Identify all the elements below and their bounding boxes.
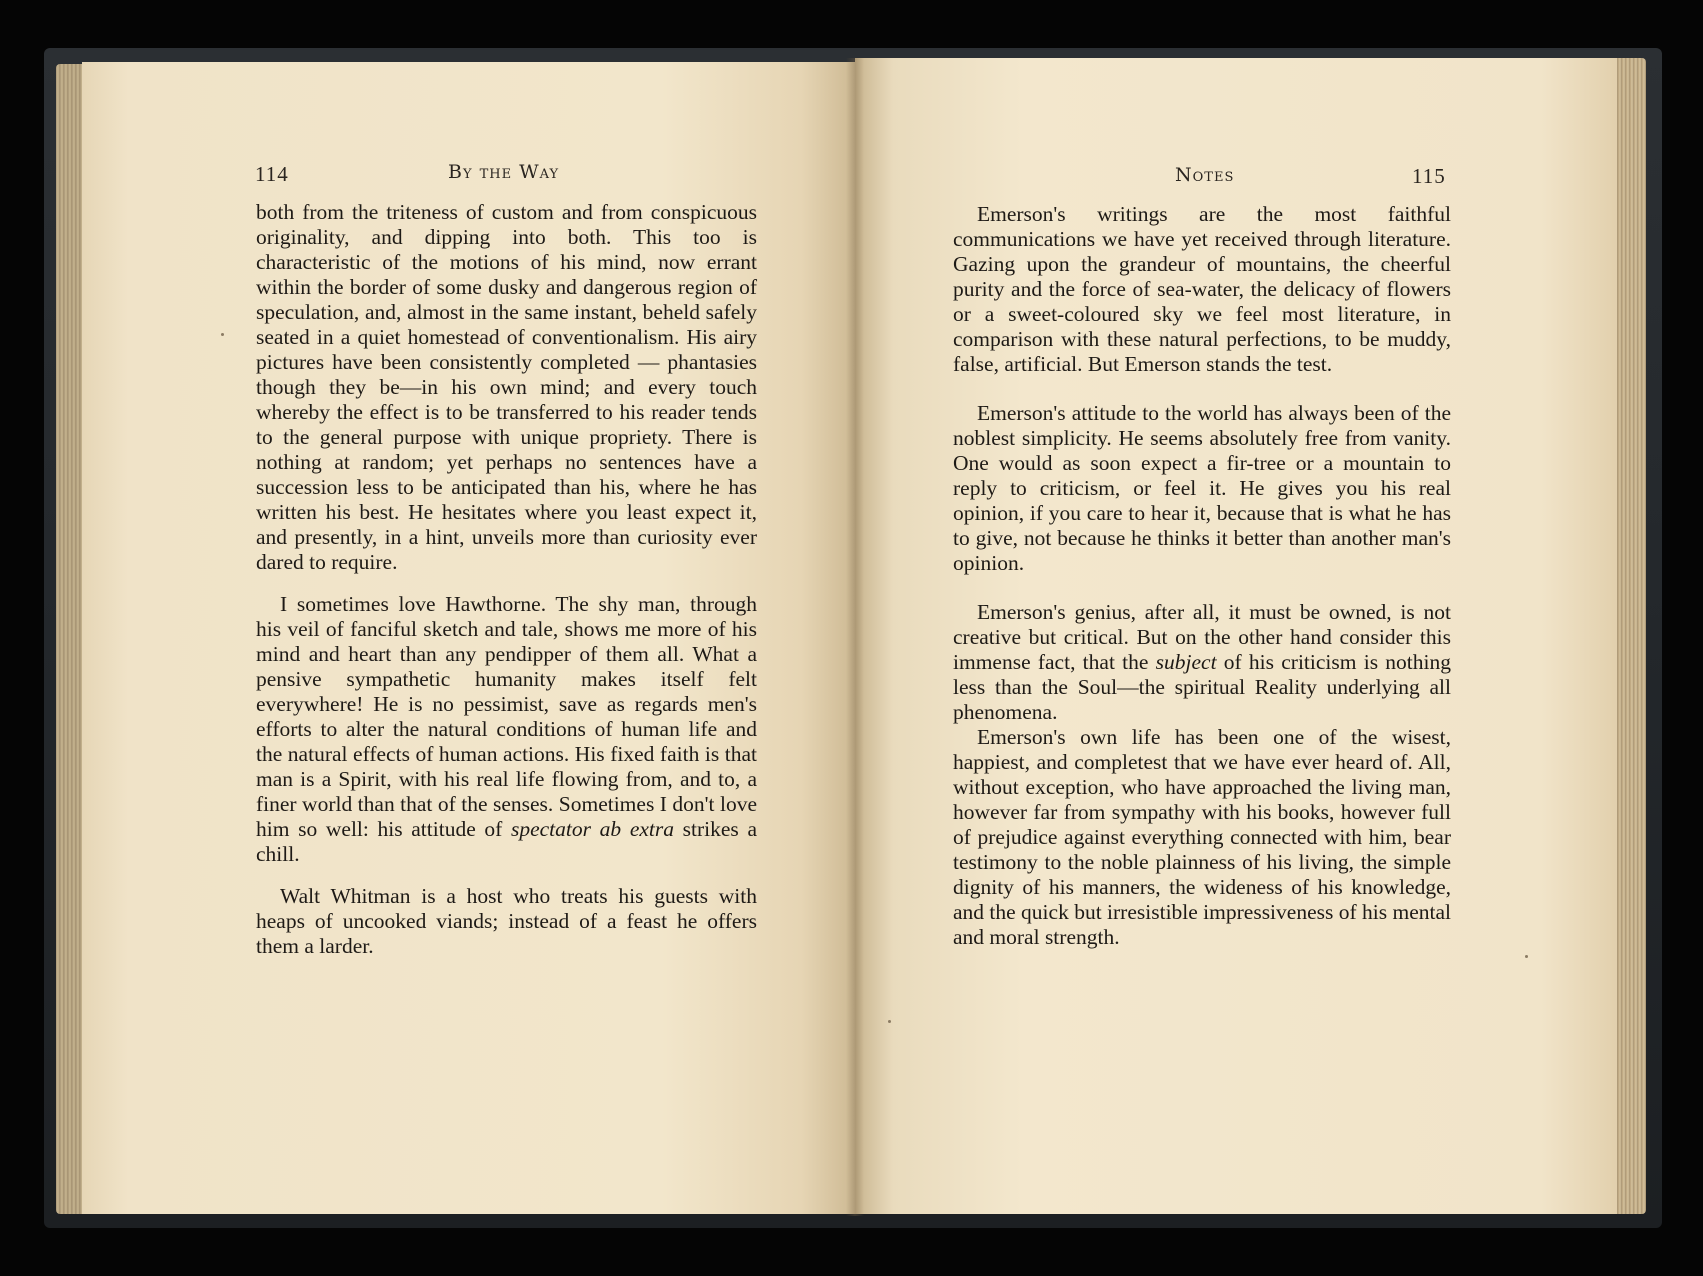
right-paragraph-3-text: Emerson's genius, after all, it must be owned, is not creative but critical. But on the other hand consider this immense fact, that the bbox=[953, 600, 1451, 674]
right-paragraph-3 bbox=[953, 600, 1451, 725]
paper-speck bbox=[221, 333, 224, 336]
right-page-body bbox=[953, 202, 1451, 950]
left-paragraph-1: both from the triteness of custom and from conspicuous originality, and dipping into both. This too is characteristic of the motions of his mind, now errant within the border of some dusky and dangerous region of speculation, and, almost in the same instant, beheld safely seated in a quiet homestead of conventionalism. His airy pictures have been consistently completed — phantasies though they be—in his own mind; and every touch whereby the effect is to be transferred to his reader tends to the general purpose with unique propriety. There is nothing at random; yet perhaps no sentences have a succession less to be anticipated than his, where he has written his best. He hesitates where you least expect it, and presently, in a hint, unveils more than curiosity ever dared to require. bbox=[256, 200, 757, 574]
right-running-head: Notes bbox=[1175, 164, 1235, 186]
book-gutter bbox=[846, 58, 864, 1216]
left-paragraph-2 bbox=[256, 592, 757, 867]
right-paragraph-3-italic: subject bbox=[1155, 650, 1217, 674]
right-paragraph-1: Emerson's writings are the most faithful communications we have yet received through literature. Gazing upon the grandeur of mountains, the cheerful purity and the force of sea-water, the delicacy of flowers or a sweet-coloured sky we feel most literature, in comparison with these natural perfections, to be muddy, false, artificial. But Emerson stands the test. bbox=[953, 202, 1451, 376]
left-running-head: By the Way bbox=[448, 161, 560, 183]
left-page-body bbox=[256, 200, 757, 959]
left-paragraph-2-end: strikes a chill. bbox=[256, 817, 757, 866]
left-paragraph-2-italic: spectator ab extra bbox=[510, 817, 674, 841]
right-page-number: 115 bbox=[1412, 164, 1446, 188]
right-paragraph-3-end: of his criticism is nothing less than the Soul—the spiritual Reality underlying all phenomena. bbox=[953, 650, 1451, 724]
left-paragraph-3: Walt Whitman is a host who treats his guests with heaps of uncooked viands; instead of a feast he offers them a larder. bbox=[256, 884, 757, 958]
right-paragraph-2: Emerson's attitude to the world has always been of the noblest simplicity. He seems absolutely free from vanity. One would as soon expect a fir-tree or a mountain to reply to criticism, or feel it. He gives you his real opinion, if you care to hear it, because that is what he has to give, not because he thinks it better than another man's opinion. bbox=[953, 401, 1451, 575]
right-paragraph-4: Emerson's own life has been one of the wisest, happiest, and completest that we have ever heard of. All, without exception, who have approached the living man, however far from sympathy with his books, however full of prejudice against everything connected with him, bear testimony to the noble plainness of his living, the simple dignity of his manners, the wideness of his knowledge, and the quick but irresistible impressiveness of his mental and moral strength. bbox=[953, 725, 1451, 949]
paper-speck bbox=[1525, 955, 1528, 958]
left-page-number: 114 bbox=[255, 162, 289, 186]
paper-speck bbox=[888, 1020, 891, 1023]
left-paragraph-2-text: I sometimes love Hawthorne. The shy man, through his veil of fanciful sketch and tale, shows me more of his mind and heart than any pendipper of them all. What a pensive sympathetic humanity makes itself felt everywhere! He is no pessimist, save as regards men's efforts to alter the natural conditions of human life and the natural effects of human actions. His fixed faith is that man is a Spirit, with his real life flowing from, and to, a finer world than that of the senses. Sometimes I don't love him so well: his attitude of bbox=[256, 592, 757, 841]
